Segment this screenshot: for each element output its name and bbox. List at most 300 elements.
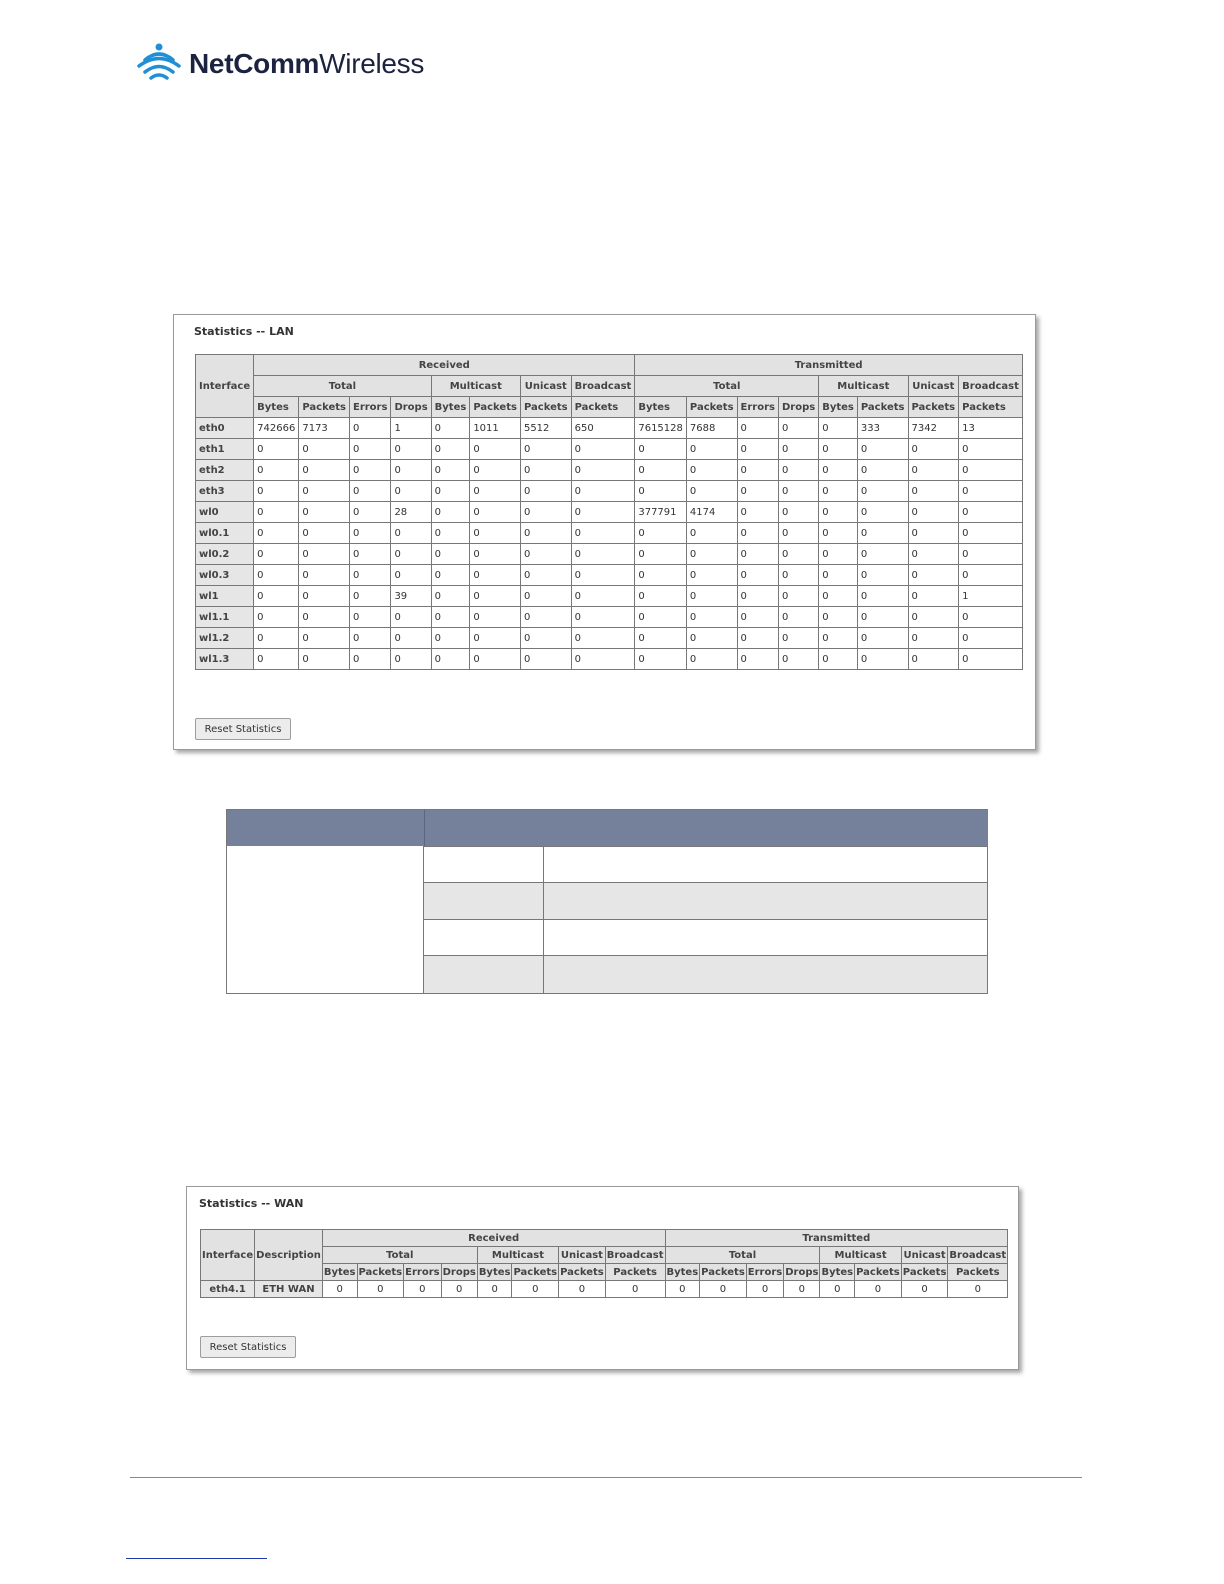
col-sub-header: Broadcast	[571, 376, 635, 397]
value-cell: 0	[431, 565, 470, 586]
value-cell: 0	[254, 649, 299, 670]
value-cell: 0	[520, 607, 571, 628]
value-cell: 0	[635, 628, 687, 649]
col-sub-header: Multicast	[820, 1247, 901, 1264]
footer-link-underline	[126, 1558, 267, 1559]
col-header: Packets	[571, 397, 635, 418]
value-cell: 0	[512, 1281, 559, 1298]
value-cell: 0	[571, 565, 635, 586]
value-cell: 0	[520, 649, 571, 670]
col-header: Drops	[784, 1264, 820, 1281]
interface-cell: wl0.2	[196, 544, 254, 565]
value-cell: 0	[857, 502, 908, 523]
interface-cell: wl1.1	[196, 607, 254, 628]
value-cell: 0	[778, 544, 818, 565]
value-cell: 0	[819, 481, 858, 502]
col-group-received: Received	[254, 355, 635, 376]
value-cell: 0	[299, 502, 350, 523]
value-cell: 377791	[635, 502, 687, 523]
value-cell: 0	[778, 502, 818, 523]
value-cell: 13	[959, 418, 1023, 439]
value-cell: 0	[635, 586, 687, 607]
interface-cell: wl0.3	[196, 565, 254, 586]
table-row	[196, 607, 1023, 628]
value-cell: 7688	[686, 418, 737, 439]
col-sub-header: Broadcast	[605, 1247, 665, 1264]
value-cell: 0	[908, 439, 959, 460]
value-cell: 0	[784, 1281, 820, 1298]
col-header: Packets	[512, 1264, 559, 1281]
value-cell: 0	[901, 1281, 948, 1298]
value-cell: 0	[959, 481, 1023, 502]
col-sub-header: Multicast	[819, 376, 908, 397]
value-cell: 0	[819, 586, 858, 607]
value-cell: 0	[746, 1281, 783, 1298]
value-cell: 0	[959, 649, 1023, 670]
value-cell: 0	[778, 523, 818, 544]
value-cell: 0	[778, 565, 818, 586]
value-cell: 0	[349, 481, 390, 502]
description-table-row	[424, 919, 987, 956]
col-header: Bytes	[820, 1264, 855, 1281]
description-table	[226, 809, 988, 994]
col-sub-header: Unicast	[520, 376, 571, 397]
col-header: Bytes	[477, 1264, 512, 1281]
col-sub-header: Broadcast	[948, 1247, 1008, 1264]
value-cell: 333	[857, 418, 908, 439]
value-cell: 0	[431, 502, 470, 523]
value-cell: 0	[819, 418, 858, 439]
value-cell: 0	[571, 607, 635, 628]
value-cell: 0	[571, 460, 635, 481]
value-cell: 0	[431, 523, 470, 544]
value-cell: 0	[635, 607, 687, 628]
value-cell: 0	[299, 628, 350, 649]
value-cell: 0	[737, 481, 778, 502]
description-cell: ETH WAN	[255, 1281, 323, 1298]
value-cell: 0	[686, 565, 737, 586]
value-cell: 0	[737, 418, 778, 439]
value-cell: 0	[778, 481, 818, 502]
value-cell: 0	[571, 481, 635, 502]
col-header: Bytes	[635, 397, 687, 418]
value-cell: 0	[571, 628, 635, 649]
value-cell: 0	[737, 586, 778, 607]
value-cell: 0	[254, 607, 299, 628]
col-interface: Interface	[196, 355, 254, 418]
value-cell: 0	[665, 1281, 700, 1298]
interface-cell: wl0.1	[196, 523, 254, 544]
wan-statistics-table	[200, 1229, 1008, 1298]
value-cell: 0	[635, 439, 687, 460]
value-cell: 0	[686, 628, 737, 649]
value-cell: 0	[737, 565, 778, 586]
value-cell: 0	[686, 544, 737, 565]
value-cell: 0	[431, 544, 470, 565]
value-cell: 0	[908, 628, 959, 649]
col-sub-header: Total	[665, 1247, 820, 1264]
value-cell: 0	[857, 607, 908, 628]
value-cell: 0	[520, 502, 571, 523]
lan-statistics-panel	[173, 314, 1036, 750]
value-cell: 0	[686, 481, 737, 502]
col-sub-header: Unicast	[908, 376, 959, 397]
col-header: Packets	[857, 397, 908, 418]
col-sub-header: Total	[254, 376, 432, 397]
value-cell: 0	[349, 502, 390, 523]
value-cell: 0	[857, 439, 908, 460]
lan-reset-statistics-button[interactable]: Reset Statistics	[195, 718, 291, 740]
interface-cell: wl1.2	[196, 628, 254, 649]
value-cell: 39	[391, 586, 431, 607]
value-cell: 0	[959, 439, 1023, 460]
value-cell: 0	[737, 439, 778, 460]
interface-cell: eth3	[196, 481, 254, 502]
description-table-row	[424, 955, 987, 993]
value-cell: 0	[819, 544, 858, 565]
value-cell: 0	[686, 649, 737, 670]
value-cell: 0	[737, 649, 778, 670]
value-cell: 0	[357, 1281, 404, 1298]
value-cell: 0	[431, 418, 470, 439]
value-cell: 0	[908, 502, 959, 523]
table-row	[196, 628, 1023, 649]
value-cell: 0	[470, 481, 521, 502]
value-cell: 0	[778, 649, 818, 670]
value-cell: 7615128	[635, 418, 687, 439]
col-header: Bytes	[254, 397, 299, 418]
value-cell: 0	[470, 502, 521, 523]
value-cell: 0	[778, 607, 818, 628]
col-header: Packets	[299, 397, 350, 418]
value-cell: 0	[908, 565, 959, 586]
value-cell: 0	[959, 460, 1023, 481]
value-cell: 0	[686, 586, 737, 607]
value-cell: 0	[391, 481, 431, 502]
value-cell: 650	[571, 418, 635, 439]
col-sub-header: Multicast	[431, 376, 520, 397]
interface-cell: eth1	[196, 439, 254, 460]
value-cell: 0	[571, 586, 635, 607]
value-cell: 0	[857, 649, 908, 670]
value-cell: 0	[857, 565, 908, 586]
value-cell: 0	[349, 439, 390, 460]
description-table-row	[424, 846, 987, 883]
col-header: Packets	[559, 1264, 606, 1281]
value-cell: 0	[959, 607, 1023, 628]
table-row	[196, 481, 1023, 502]
value-cell: 0	[857, 628, 908, 649]
value-cell: 0	[908, 481, 959, 502]
description-table-header-left	[227, 810, 424, 846]
value-cell: 0	[349, 565, 390, 586]
value-cell: 0	[571, 439, 635, 460]
value-cell: 0	[299, 649, 350, 670]
value-cell: 0	[349, 544, 390, 565]
value-cell: 0	[819, 628, 858, 649]
value-cell: 0	[404, 1281, 441, 1298]
table-row	[196, 586, 1023, 607]
col-sub-header: Total	[322, 1247, 477, 1264]
value-cell: 0	[520, 481, 571, 502]
value-cell: 0	[391, 628, 431, 649]
value-cell: 0	[470, 460, 521, 481]
value-cell: 0	[605, 1281, 665, 1298]
col-header: Errors	[404, 1264, 441, 1281]
value-cell: 0	[635, 544, 687, 565]
col-header: Packets	[520, 397, 571, 418]
value-cell: 0	[778, 439, 818, 460]
value-cell: 0	[391, 544, 431, 565]
col-header: Bytes	[431, 397, 470, 418]
value-cell: 0	[686, 523, 737, 544]
value-cell: 0	[254, 502, 299, 523]
value-cell: 0	[778, 586, 818, 607]
value-cell: 0	[349, 607, 390, 628]
table-row	[196, 649, 1023, 670]
value-cell: 0	[959, 502, 1023, 523]
col-header: Packets	[948, 1264, 1008, 1281]
col-header: Packets	[357, 1264, 404, 1281]
value-cell: 0	[778, 418, 818, 439]
value-cell: 0	[857, 460, 908, 481]
value-cell: 0	[254, 481, 299, 502]
value-cell: 28	[391, 502, 431, 523]
value-cell: 0	[254, 460, 299, 481]
value-cell: 0	[520, 439, 571, 460]
description-table-row	[424, 882, 987, 919]
col-group-transmitted: Transmitted	[635, 355, 1023, 376]
value-cell: 0	[441, 1281, 477, 1298]
value-cell: 0	[819, 523, 858, 544]
value-cell: 0	[254, 628, 299, 649]
wifi-logo-icon	[135, 42, 183, 86]
value-cell: 0	[948, 1281, 1008, 1298]
col-sub-header: Unicast	[901, 1247, 948, 1264]
value-cell: 0	[470, 607, 521, 628]
value-cell: 0	[819, 439, 858, 460]
value-cell: 0	[349, 586, 390, 607]
value-cell: 742666	[254, 418, 299, 439]
value-cell: 0	[819, 502, 858, 523]
value-cell: 0	[470, 649, 521, 670]
table-row	[196, 418, 1023, 439]
table-row	[196, 460, 1023, 481]
table-row	[196, 544, 1023, 565]
value-cell: 0	[520, 586, 571, 607]
col-header: Bytes	[819, 397, 858, 418]
value-cell: 0	[520, 523, 571, 544]
col-group-received: Received	[322, 1230, 665, 1247]
value-cell: 0	[908, 586, 959, 607]
value-cell: 0	[571, 544, 635, 565]
value-cell: 0	[571, 523, 635, 544]
value-cell: 0	[299, 481, 350, 502]
col-sub-header: Multicast	[477, 1247, 558, 1264]
col-header: Errors	[746, 1264, 783, 1281]
value-cell: 0	[349, 460, 390, 481]
value-cell: 0	[391, 649, 431, 670]
value-cell: 0	[520, 544, 571, 565]
value-cell: 0	[857, 523, 908, 544]
wan-statistics-panel	[186, 1186, 1019, 1370]
value-cell: 0	[431, 649, 470, 670]
value-cell: 0	[391, 523, 431, 544]
col-description: Description	[255, 1230, 323, 1281]
table-row	[201, 1281, 1008, 1298]
value-cell: 0	[635, 649, 687, 670]
value-cell: 0	[431, 607, 470, 628]
value-cell: 0	[470, 544, 521, 565]
value-cell: 0	[959, 628, 1023, 649]
value-cell: 0	[470, 523, 521, 544]
value-cell: 0	[737, 523, 778, 544]
netcomm-logo	[135, 42, 424, 86]
interface-cell: wl0	[196, 502, 254, 523]
col-header: Bytes	[322, 1264, 357, 1281]
col-header: Errors	[349, 397, 390, 418]
value-cell: 0	[819, 649, 858, 670]
interface-cell: eth0	[196, 418, 254, 439]
value-cell: 0	[908, 523, 959, 544]
value-cell: 0	[299, 586, 350, 607]
value-cell: 7173	[299, 418, 350, 439]
table-row	[196, 523, 1023, 544]
col-header: Packets	[908, 397, 959, 418]
value-cell: 0	[778, 628, 818, 649]
value-cell: 1	[959, 586, 1023, 607]
value-cell: 0	[635, 481, 687, 502]
value-cell: 0	[322, 1281, 357, 1298]
value-cell: 0	[431, 628, 470, 649]
value-cell: 5512	[520, 418, 571, 439]
value-cell: 7342	[908, 418, 959, 439]
lan-statistics-table	[195, 354, 1023, 670]
value-cell: 0	[431, 439, 470, 460]
col-header: Packets	[686, 397, 737, 418]
value-cell: 0	[635, 523, 687, 544]
value-cell: 0	[686, 439, 737, 460]
value-cell: 0	[571, 502, 635, 523]
value-cell: 0	[391, 565, 431, 586]
interface-cell: eth4.1	[201, 1281, 255, 1298]
col-sub-header: Total	[635, 376, 819, 397]
value-cell: 0	[819, 607, 858, 628]
interface-cell: wl1.3	[196, 649, 254, 670]
value-cell: 0	[349, 628, 390, 649]
value-cell: 0	[635, 565, 687, 586]
table-row	[196, 502, 1023, 523]
table-row	[196, 565, 1023, 586]
value-cell: 0	[254, 565, 299, 586]
value-cell: 0	[349, 523, 390, 544]
value-cell: 0	[908, 544, 959, 565]
brand-name: NetCommWireless	[189, 48, 425, 79]
table-row	[196, 439, 1023, 460]
value-cell: 0	[908, 649, 959, 670]
col-header: Bytes	[665, 1264, 700, 1281]
value-cell: 0	[959, 565, 1023, 586]
col-header: Drops	[778, 397, 818, 418]
value-cell: 0	[349, 418, 390, 439]
value-cell: 0	[737, 502, 778, 523]
col-header: Packets	[700, 1264, 747, 1281]
value-cell: 0	[959, 523, 1023, 544]
value-cell: 0	[686, 460, 737, 481]
value-cell: 0	[254, 586, 299, 607]
lan-panel-title: Statistics -- LAN	[194, 325, 294, 338]
interface-cell: wl1	[196, 586, 254, 607]
value-cell: 0	[908, 607, 959, 628]
value-cell: 1	[391, 418, 431, 439]
value-cell: 0	[737, 607, 778, 628]
col-group-transmitted: Transmitted	[665, 1230, 1008, 1247]
value-cell: 0	[520, 565, 571, 586]
value-cell: 0	[908, 460, 959, 481]
col-header: Drops	[391, 397, 431, 418]
value-cell: 0	[470, 586, 521, 607]
value-cell: 0	[635, 460, 687, 481]
value-cell: 0	[431, 460, 470, 481]
value-cell: 0	[700, 1281, 747, 1298]
interface-cell: eth2	[196, 460, 254, 481]
col-header: Drops	[441, 1264, 477, 1281]
description-table-header-right	[424, 810, 988, 846]
value-cell: 0	[391, 460, 431, 481]
col-header: Packets	[901, 1264, 948, 1281]
value-cell: 0	[431, 481, 470, 502]
col-interface: Interface	[201, 1230, 255, 1281]
value-cell: 0	[737, 544, 778, 565]
value-cell: 0	[778, 460, 818, 481]
value-cell: 0	[254, 523, 299, 544]
value-cell: 0	[819, 565, 858, 586]
col-header: Packets	[470, 397, 521, 418]
value-cell: 0	[470, 628, 521, 649]
value-cell: 0	[299, 439, 350, 460]
value-cell: 0	[857, 481, 908, 502]
value-cell: 0	[520, 460, 571, 481]
wan-panel-title: Statistics -- WAN	[199, 1197, 304, 1210]
value-cell: 0	[559, 1281, 606, 1298]
value-cell: 0	[349, 649, 390, 670]
value-cell: 0	[431, 586, 470, 607]
value-cell: 0	[299, 460, 350, 481]
description-table-left-cell	[227, 846, 424, 993]
value-cell: 0	[477, 1281, 512, 1298]
value-cell: 0	[520, 628, 571, 649]
value-cell: 0	[391, 439, 431, 460]
col-header: Packets	[605, 1264, 665, 1281]
value-cell: 0	[959, 544, 1023, 565]
value-cell: 0	[254, 544, 299, 565]
col-sub-header: Unicast	[559, 1247, 606, 1264]
col-header: Errors	[737, 397, 778, 418]
wan-reset-statistics-button[interactable]: Reset Statistics	[200, 1336, 296, 1358]
value-cell: 0	[299, 565, 350, 586]
col-header: Packets	[855, 1264, 902, 1281]
value-cell: 0	[737, 628, 778, 649]
value-cell: 0	[857, 586, 908, 607]
value-cell: 0	[857, 544, 908, 565]
value-cell: 0	[470, 439, 521, 460]
value-cell: 0	[391, 607, 431, 628]
value-cell: 0	[299, 523, 350, 544]
value-cell: 0	[855, 1281, 902, 1298]
value-cell: 0	[820, 1281, 855, 1298]
col-sub-header: Broadcast	[959, 376, 1023, 397]
value-cell: 0	[299, 544, 350, 565]
